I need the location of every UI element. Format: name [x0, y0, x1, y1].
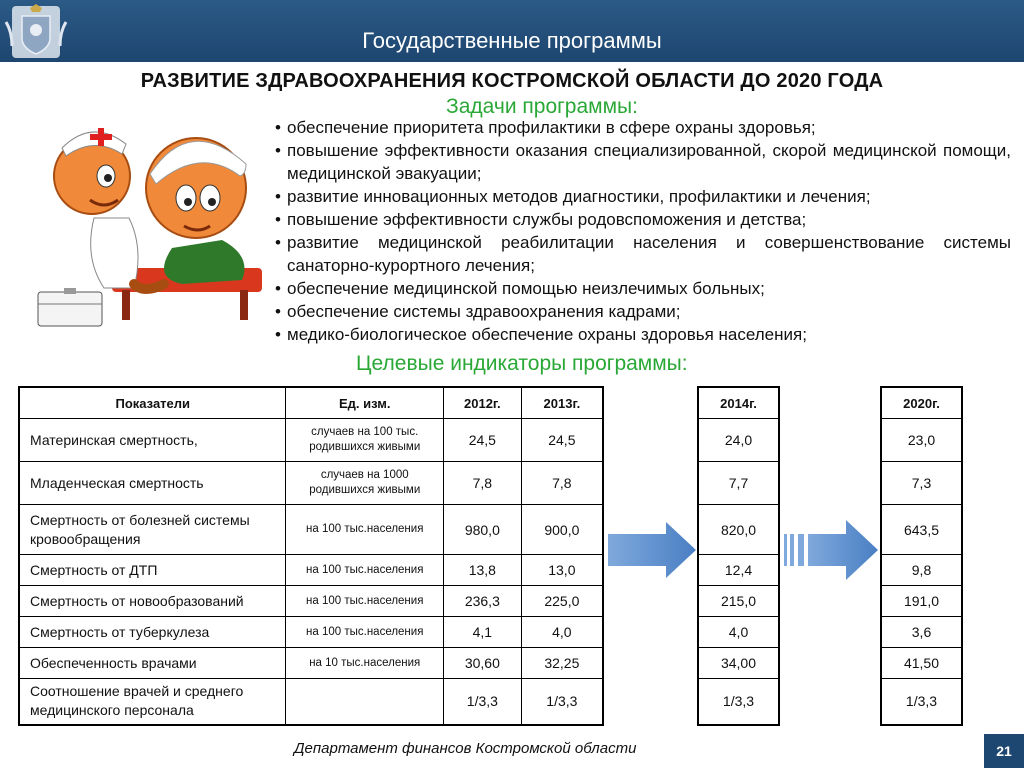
task-item: • развитие медицинской реабилитации населения и совершенствование системы санаторно-курортного лечения; [271, 231, 1011, 277]
value-2020: 1/3,3 [881, 679, 962, 725]
column-header-2013: 2013г. [521, 387, 603, 419]
unit-cell: на 100 тыс.населения [286, 586, 443, 617]
table-row [19, 555, 603, 586]
value-2013: 900,0 [521, 505, 603, 555]
medical-kit-icon [38, 288, 102, 326]
value-2013: 225,0 [521, 586, 603, 617]
task-item: • медико-биологическое обеспечение охраны здоровья населения; [271, 323, 1011, 346]
doctor-cartoon-illustration [34, 108, 270, 340]
unit-cell: случаев на 100 тыс. родившихся живыми [286, 419, 443, 462]
value-2014: 4,0 [698, 617, 779, 648]
value-2020: 9,8 [881, 555, 962, 586]
indicator-label: Младенческая смертность [19, 462, 286, 505]
value-2012: 30,60 [443, 648, 521, 679]
header-title: Государственные программы [362, 28, 662, 53]
indicators-heading: Целевые индикаторы программы: [356, 352, 688, 375]
indicators-table-2014 [697, 386, 780, 726]
table-row [19, 505, 603, 555]
value-2012: 24,5 [443, 419, 521, 462]
indicators-table [18, 386, 604, 726]
table-row [19, 586, 603, 617]
column-header-unit: Ед. изм. [286, 387, 443, 419]
value-2013: 13,0 [521, 555, 603, 586]
task-item: • развитие инновационных методов диагностики, профилактики и лечения; [271, 185, 1011, 208]
page-title: РАЗВИТИЕ ЗДРАВООХРАНЕНИЯ КОСТРОМСКОЙ ОБЛАСТИ ДО 2020 ГОДА [140, 70, 884, 92]
value-2013: 24,5 [521, 419, 603, 462]
value-2014: 24,0 [698, 419, 779, 462]
task-item: • повышение эффективности службы родовспоможения и детства; [271, 208, 1011, 231]
indicator-label: Смертность от новообразований [19, 586, 286, 617]
value-2014: 12,4 [698, 555, 779, 586]
value-2013: 4,0 [521, 617, 603, 648]
value-2020: 23,0 [881, 419, 962, 462]
value-2020: 3,6 [881, 617, 962, 648]
table-row [19, 462, 603, 505]
indicator-label: Смертность от ДТП [19, 555, 286, 586]
unit-cell: на 100 тыс.населения [286, 617, 443, 648]
unit-cell: случаев на 1000 родившихся живыми [286, 462, 443, 505]
column-header-indicator: Показатели [19, 387, 286, 419]
table-row [19, 679, 603, 725]
indicator-label: Смертность от туберкулеза [19, 617, 286, 648]
task-item: • обеспечение системы здравоохранения кадрами; [271, 300, 1011, 323]
column-header-2020: 2020г. [881, 387, 962, 419]
unit-cell: на 100 тыс.населения [286, 505, 443, 555]
right-arrow-icon [608, 522, 696, 578]
tasks-heading: Задачи программы: [446, 95, 638, 118]
value-2012: 1/3,3 [443, 679, 521, 725]
value-2014: 34,00 [698, 648, 779, 679]
column-header-2014: 2014г. [698, 387, 779, 419]
tasks-list [271, 116, 1011, 346]
value-2020: 643,5 [881, 505, 962, 555]
value-2020: 191,0 [881, 586, 962, 617]
value-2012: 4,1 [443, 617, 521, 648]
task-item: • обеспечение приоритета профилактики в сфере охраны здоровья; [271, 116, 1011, 139]
value-2014: 820,0 [698, 505, 779, 555]
table-row [19, 648, 603, 679]
value-2014: 1/3,3 [698, 679, 779, 725]
indicator-label: Смертность от болезней системы кровообращения [19, 505, 286, 555]
column-header-2012: 2012г. [443, 387, 521, 419]
indicator-label: Соотношение врачей и среднего медицинского персонала [19, 679, 286, 725]
value-2012: 236,3 [443, 586, 521, 617]
value-2020: 41,50 [881, 648, 962, 679]
indicators-table-2020 [880, 386, 963, 726]
value-2012: 980,0 [443, 505, 521, 555]
value-2013: 32,25 [521, 648, 603, 679]
value-2020: 7,3 [881, 462, 962, 505]
indicator-label: Обеспеченность врачами [19, 648, 286, 679]
indicator-label: Материнская смертность, [19, 419, 286, 462]
unit-cell: на 100 тыс.населения [286, 555, 443, 586]
unit-cell: на 10 тыс.населения [286, 648, 443, 679]
value-2012: 7,8 [443, 462, 521, 505]
footer-department: Департамент финансов Костромской области [294, 740, 637, 757]
table-row [19, 617, 603, 648]
unit-cell [286, 679, 443, 725]
header-bar [0, 0, 1024, 62]
value-2013: 1/3,3 [521, 679, 603, 725]
table-row [19, 419, 603, 462]
task-item: • повышение эффективности оказания специализированной, скорой медицинской помощи, медицинской эвакуации; [271, 139, 1011, 185]
value-2012: 13,8 [443, 555, 521, 586]
value-2014: 7,7 [698, 462, 779, 505]
striped-right-arrow-icon [784, 520, 878, 580]
value-2013: 7,8 [521, 462, 603, 505]
page-number: 21 [984, 734, 1024, 768]
value-2014: 215,0 [698, 586, 779, 617]
task-item: • обеспечение медицинской помощью неизлечимых больных; [271, 277, 1011, 300]
